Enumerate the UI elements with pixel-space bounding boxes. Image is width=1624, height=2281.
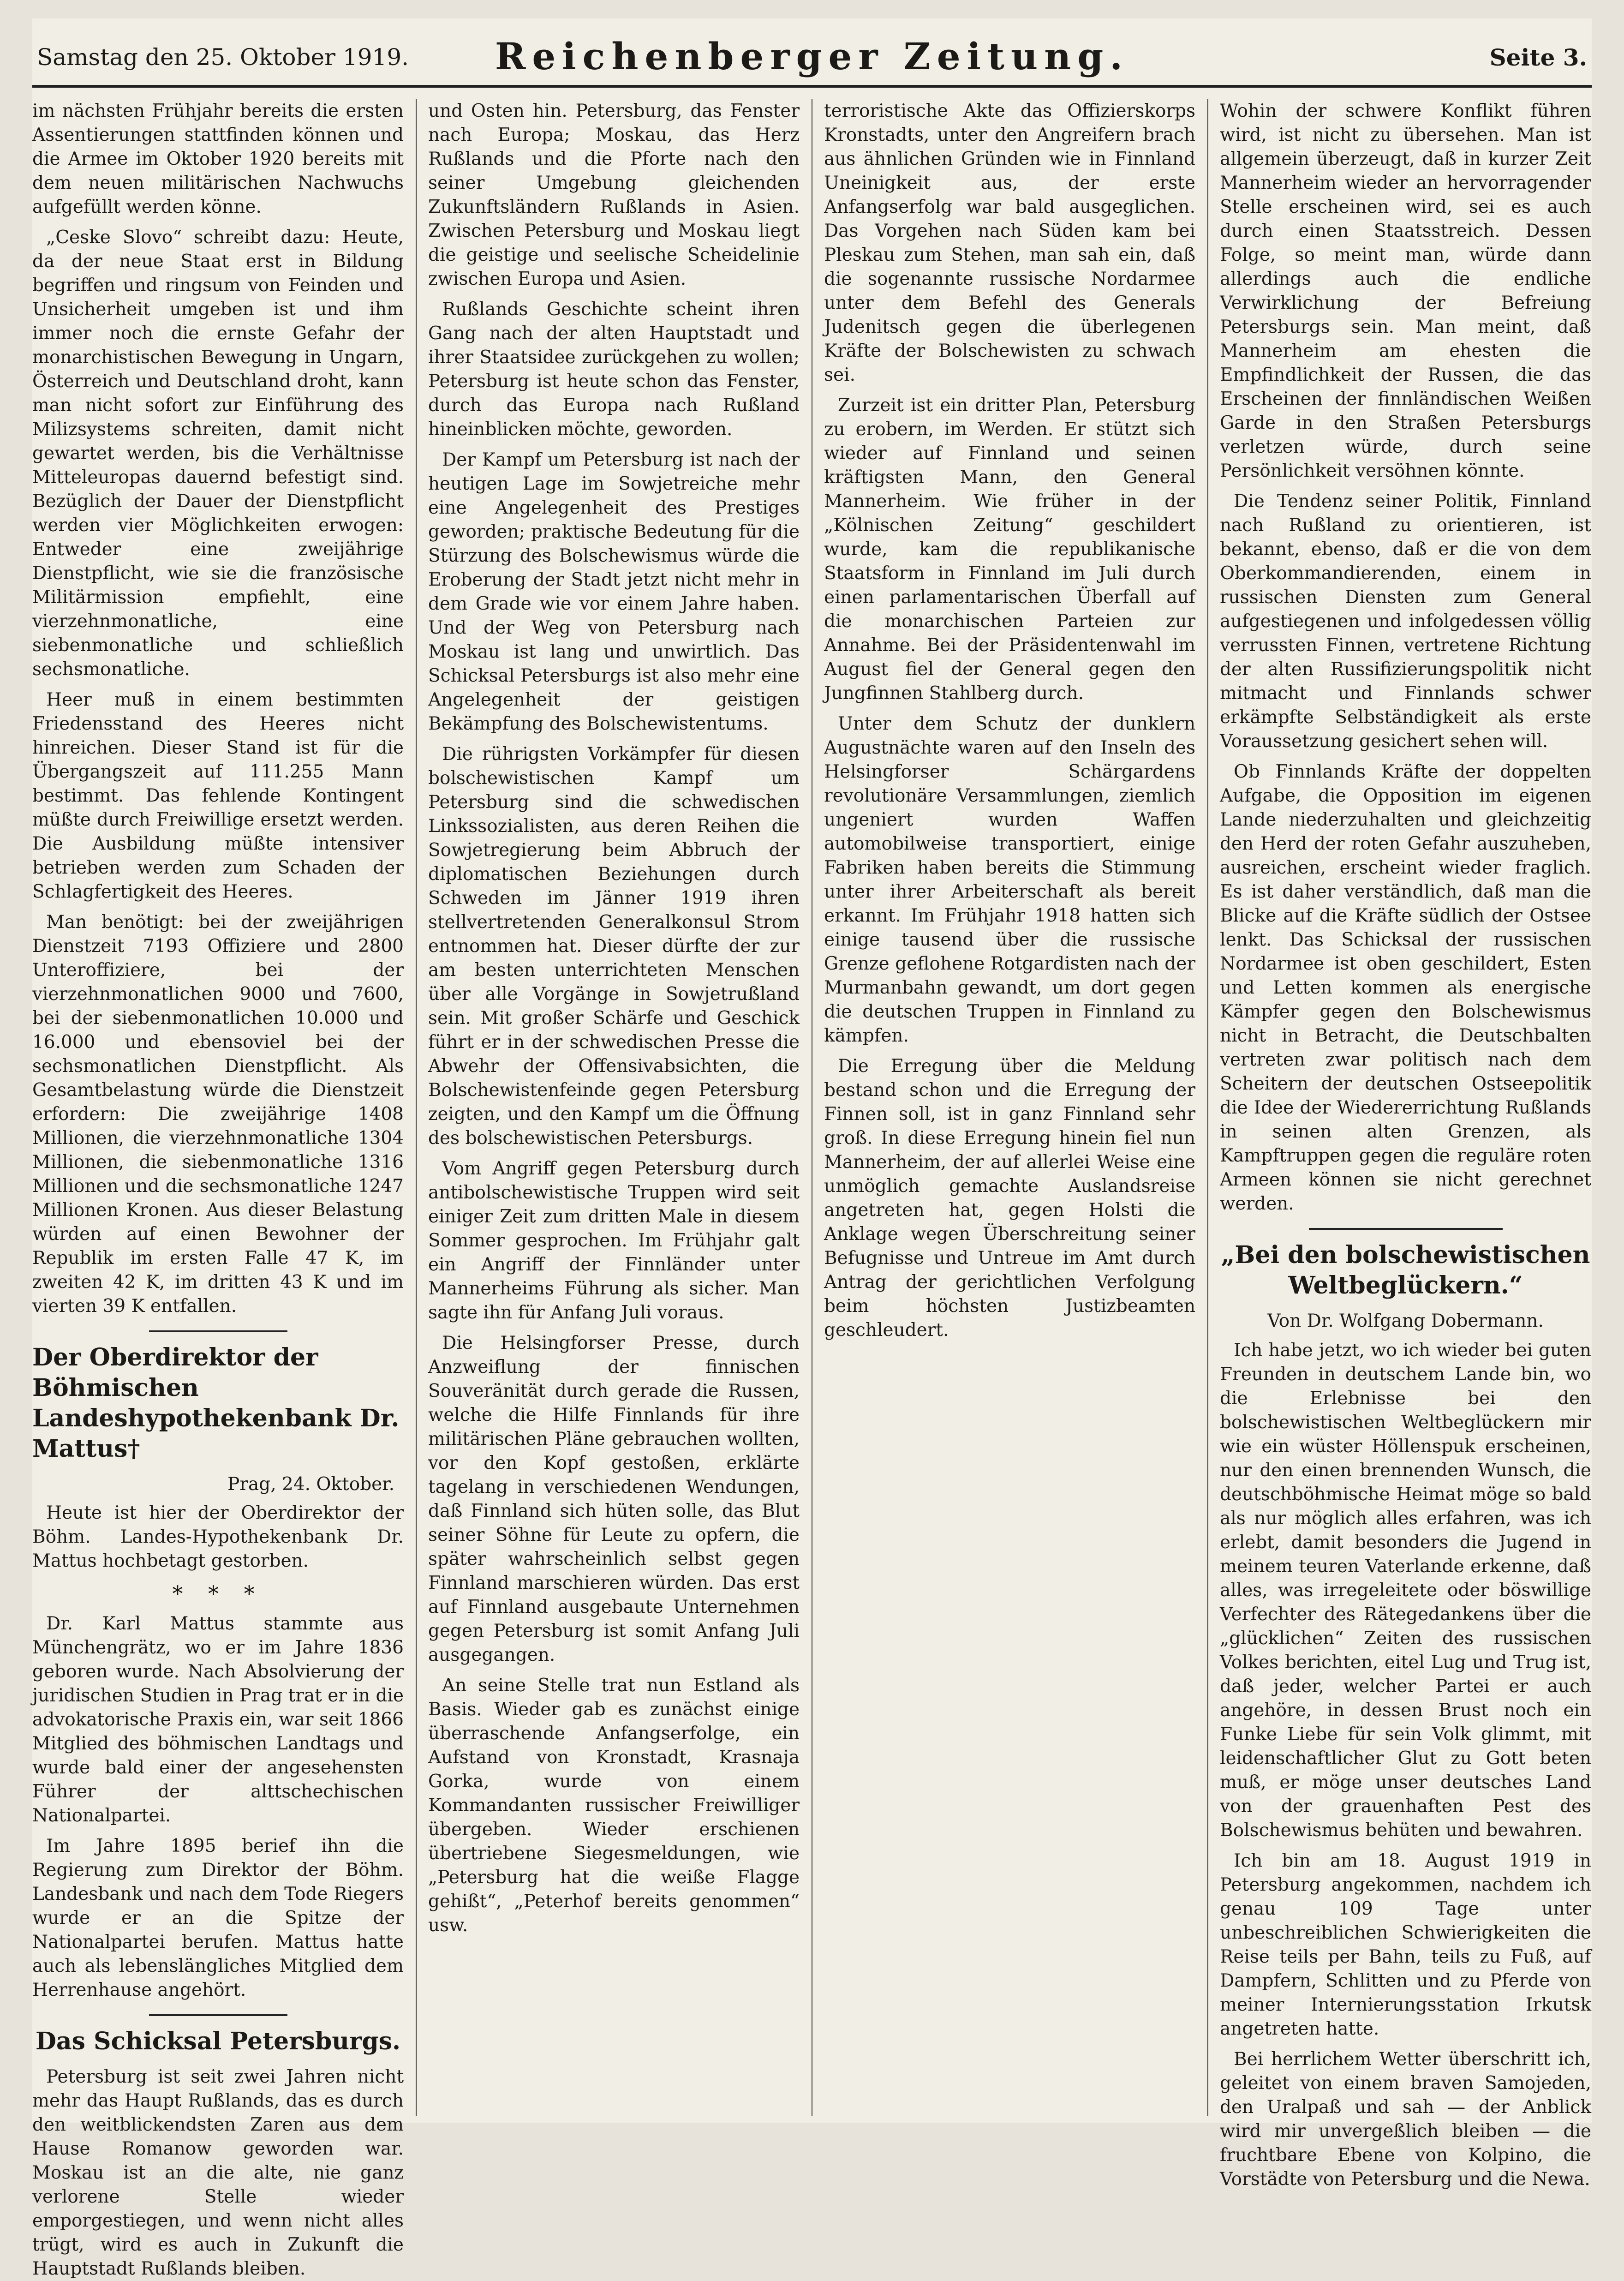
article-separator [149,1330,287,1332]
article-paragraph: Die Tendenz seiner Politik, Finnland nach Rußland zu orientieren, ist bekannt, ebenso, daß er die von dem Oberkommandierenden, einem in russischen Diensten zum General aufgestiegenen und infolgedessen völlig verrussten Finnen, vertretene Richtung der alten Russifizierungspolitik nicht mitmacht und Finnlands schwer erkämpfte Selbständigkeit als erste Voraussetzung gesichert sehen will. [1220,491,1591,752]
article-separator [1309,1228,1503,1230]
newspaper-page [32,18,1592,2279]
article-paragraph: Die Helsingforser Presse, durch Anzweiflung der finnischen Souveränität durch gerade die Russen, welche die Hilfe Finnlands für ihre militärischen Pläne gebrauchen wollten, vor den Kopf gestoßen, erklärte tagelang in verschiedenen Wendungen, daß Finnland sich hüten solle, das Blut seiner Söhne für Leute zu opfern, die später wahrscheinlich selbst gegen Finnland marschieren würden. Das erst auf Finnland ausgebaute Unternehmen gegen Petersburg ist somit Anfang Juli ausgegangen. [428,1333,800,1665]
article-separator [149,2014,287,2016]
article-paragraph: Unter dem Schutz der dunklern Augustnächte waren auf den Inseln des Helsingforser Schärgardens revolutionäre Versammlungen, ziemlich ungeniert wurden Waffen automobilweise transportiert, einige Fabriken haben bereits die Stimmung unter ihrer Arbeiterschaft als bereit erkannt. Im Frühjahr 1918 hatten sich einige tausend über die russische Grenze geflohene Rotgardisten nach der Murmanbahn gewandt, um dort gegen die deutschen Truppen in Finnland zu kämpfen. [824,713,1195,1046]
article-paragraph: Die Erregung über die Meldung bestand schon und die Erregung der Finnen soll, ist in ganz Finnland sehr groß. In diese Erregung hinein fiel nun Mannerheim, der auf allerlei Weise eine unmöglich gemachte Auslandsreise angetreten hat, gegen Holsti die Anklage wegen Überschreitung seiner Befugnisse und Untreue im Amt durch Antrag der gerichtlichen Verfolgung beim höchsten Justizbeamten geschleudert. [824,1056,1195,1341]
article-paragraph: Die rührigsten Vorkämpfer für diesen bolschewistischen Kampf um Petersburg sind die schwedischen Linkssozialisten, aus deren Reihen die Sowjetregierung beim Abbruch der diplomatischen Beziehungen durch Schweden im Jänner 1919 ihren stellvertretenden Generalkonsul Strom entnommen hat. Dieser dürfte der zur am besten unterrichteten Menschen über alle Vorgänge in Sowjetrußland sein. Mit großer Schärfe und Geschick führt er in der schwedischen Presse die Abwehr der Offensivabsichten, die Bolschewistenfeinde gegen Petersburg zeigten, und den Kampf um die Öffnung des bolschewistischen Petersburgs. [428,744,800,1149]
article-paragraph: Der Kampf um Petersburg ist nach der heutigen Lage im Sowjetreiche mehr eine Angelegenheit des Prestiges geworden; praktische Bedeutung für die Stürzung des Bolschewismus würde die Eroberung der Stadt jetzt nicht mehr in dem Grade wie vor einem Jahre haben. Und der Weg von Petersburg nach Moskau ist lang und unwirtlich. Das Schicksal Petersburgs ist also mehr eine Angelegenheit der geistigen Bekämpfung des Bolschewistentums. [428,449,800,734]
newspaper-title: Reichenberger Zeitung. [495,35,1129,78]
article-paragraph: Ich bin am 18. August 1919 in Petersburg angekommen, nachdem ich genau 109 Tage unter unbeschreiblichen Schwierigkeiten die Reise teils per Bahn, teils zu Fuß, auf Dampfern, Schlitten und zu Pferde von meiner Internierungsstation Irkutsk angetreten hatte. [1220,1850,1591,2039]
article-paragraph: Bei herrlichem Wetter überschritt ich, geleitet von einem braven Samojeden, den Uralpaß und sah — der Anblick wird mir unvergeßlich bleiben — die fruchtbare Ebene von Kolpino, die Vorstädte von Petersburg und die Newa. [1220,2049,1591,2190]
article-paragraph: terroristische Akte das Offizierskorps Kronstadts, unter den Angreifern brach aus ähnlichen Gründen wie in Finnland Uneinigkeit aus, der erste Anfangserfolg war bald ausgeglichen. Das Vorgehen nach Süden kam bei Pleskau zum Stehen, man sah ein, daß die sogenannte russische Nordarmee unter dem Befehl des Generals Judenitsch gegen die überlegenen Kräfte der Bolschewisten zu schwach sei. [824,101,1195,385]
column-3 [824,99,1195,2116]
article-paragraph: Dr. Karl Mattus stammte aus Münchengrätz, wo er im Jahre 1836 geboren wurde. Nach Absolvierung der juridischen Studien in Prag trat er in die advokatorische Praxis ein, war seit 1866 Mitglied des böhmischen Landtags und wurde bald einer der angesehensten Führer der alttschechischen Nationalpartei. [32,1613,404,1826]
asterisk-divider: * * * [172,1581,264,1606]
column-2 [428,99,800,2116]
article-paragraph: im nächsten Frühjahr bereits die ersten Assentierungen stattfinden können und die Armee im Oktober 1920 bereits mit dem neuen militärischen Nachwuchs aufgefüllt werden könne. [32,101,404,217]
article-paragraph: Heute ist hier der Oberdirektor der Böhm. Landes-Hypothekenbank Dr. Mattus hochbetagt gestorben. [32,1503,404,1571]
article-paragraph: Man benötigt: bei der zweijährigen Dienstzeit 7193 Offiziere und 2800 Unteroffiziere, bei der vierzehnmonatlichen 9000 und 7600, bei der siebenmonatlichen 10.000 und 16.000 und ebensoviel bei der sechsmonatlichen Dienstpflicht. Als Gesamtbelastung würde die Dienstzeit erfordern: Die zweijährige 1408 Millionen, die vierzehnmonatliche 1304 Millionen, die siebenmonatliche 1316 Millionen und die sechsmonatliche 1247 Millionen Kronen. Aus dieser Belastung würden auf einen Bewohner der Republik im ersten Falle 47 K, im zweiten 42 K, im dritten 43 K und im vierten 39 K entfallen. [32,912,404,1317]
issue-date: Samstag den 25. Oktober 1919. [37,44,409,71]
byline: Von Dr. Wolfgang Dobermann. [1267,1311,1544,1331]
dateline: Prag, 24. Oktober. [227,1474,394,1495]
article-paragraph: Petersburg ist seit zwei Jahren nicht mehr das Haupt Rußlands, das es durch den weitblickendsten Zaren aus dem Hause Romanow geworden war. Moskau ist an die alte, nie ganz verlorene Stelle wieder emporgestiegen, und wenn nicht alles trügt, wird es auch in Zukunft die Hauptstadt Rußlands bleiben. [32,2066,404,2279]
article-paragraph: Vom Angriff gegen Petersburg durch antibolschewistische Truppen wird seit einiger Zeit zum dritten Male in diesem Sommer gesprochen. Im Frühjahr galt ein Angriff der Finnländer unter Mannerheims Führung als sicher. Man sagte ihn für Anfang Juli voraus. [428,1158,800,1323]
article-paragraph: Ob Finnlands Kräfte der doppelten Aufgabe, die Opposition im eigenen Lande niederzuhalten und gleichzeitig den Herd der roten Gefahr auszuheben, ausreichen, erscheint wieder fraglich. Es ist daher verständlich, daß man die Blicke auf die Kräfte südlich der Ostsee lenkt. Das Schicksal der russischen Nordarmee ist oben geschildert, Esten und Letten kommen als energische Kämpfer gegen den Bolschewismus nicht in Betracht, die Deutschbalten vertreten zwar politisch nach dem Scheitern der deutschen Ostseepolitik die Idee der Wiedererrichtung Rußlands in seinen alten Grenzen, als Kampftruppen gegen die reguläre roten Armeen können sie nicht gerechnet werden. [1220,761,1591,1214]
masthead [32,18,1592,88]
column-rule [416,99,417,2116]
article-paragraph: Im Jahre 1895 berief ihn die Regierung zum Direktor der Böhm. Landesbank und nach dem Tode Riegers wurde er an die Spitze der Nationalpartei berufen. Mattus hatte auch als lebenslängliches Mitglied dem Herrenhause angehört. [32,1836,404,2000]
column-rule [1207,99,1208,2116]
article-paragraph: An seine Stelle trat nun Estland als Basis. Wieder gab es zunächst einige überraschende Anfangserfolge, ein Aufstand von Kronstadt, Krasnaja Gorka, wurde von einem Kommandanten russischer Freiwilliger übergeben. Wieder erschienen übertriebene Siegesmeldungen, wie „Petersburg hat die weiße Flagge gehißt“, „Peterhof bereits genommen“ usw. [428,1675,800,1936]
article-paragraph: und Osten hin. Petersburg, das Fenster nach Europa; Moskau, das Herz Rußlands und die Pforte nach den seiner Umgebung gleichenden Zukunftsländern Rußlands in Asien. Zwischen Petersburg und Moskau liegt die geistige und seelische Scheidelinie zwischen Europa und Asien. [428,101,800,289]
article-paragraph: Zurzeit ist ein dritter Plan, Petersburg zu erobern, im Werden. Er stützt sich wieder auf Finnland und seinen kräftigsten Mann, den General Mannerheim. Wie früher in der „Kölnischen Zeitung“ geschildert wurde, kam die republikanische Staatsform in Finnland im Juli durch einen parlamentarischen Überfall auf die monarchischen Parteien zur Annahme. Bei der Präsidentenwahl im August fiel der General gegen den Jungfinnen Stahlberg durch. [824,395,1195,704]
article-paragraph: „Ceske Slovo“ schreibt dazu: Heute, da der neue Staat erst in Bildung begriffen und ringsum von Feinden und Unsicherheit umgeben ist und ihm immer noch die ernste Gefahr der monarchistischen Bewegung in Ungarn, Österreich und Deutschland droht, kann man nicht sofort zur Einführung des Milizsystems schreiten, damit nicht gewartet werden, bis die Verhältnisse Mitteleuropas dauernd befestigt sind. Bezüglich der Dauer der Dienstpflicht werden vier Möglichkeiten erwogen: Entweder eine zweijährige Dienstpflicht, wie sie die französische Militärmission empfiehlt, eine vierzehnmonatliche, eine siebenmonatliche und schließlich sechsmonatliche. [32,227,404,680]
headline-petersburg: Das Schicksal Petersburgs. [35,2027,401,2055]
column-4 [1220,99,1591,2190]
page-number: Seite 3. [1489,44,1587,71]
headline-weltbeglucker: „Bei den bolschewistischen Weltbeglückern.“ [1221,1241,1590,1299]
article-paragraph: Heer muß in einem bestimmten Friedensstand des Heeres nicht hinreichen. Dieser Stand ist für die Übergangszeit auf 111.255 Mann bestimmt. Das fehlende Kontingent müßte durch Freiwillige ersetzt werden. Die Ausbildung müßte intensiver betrieben werden zum Schaden der Schlagfertigkeit des Heeres. [32,689,404,902]
headline-mattus: Der Oberdirektor der Böhmischen Landeshypothekenbank Dr. Mattus† [32,1343,400,1463]
column-1 [32,99,404,2279]
article-paragraph: Wohin der schwere Konflikt führen wird, ist nicht zu übersehen. Man ist allgemein überzeugt, daß in kurzer Zeit Mannerheim wieder an hervorragender Stelle erscheinen wird, sei es auch durch einen Staatsstreich. Dessen Folge, so meint man, würde dann allerdings auch die endliche Verwirklichung der Befreiung Petersburgs sein. Man meint, daß Mannerheim am ehesten die Empfindlichkeit der Russen, die das Erscheinen der finnländischen Weißen Garde in den Straßen Petersburgs verletzen würde, durch seine Persönlichkeit versöhnen könnte. [1220,101,1591,481]
article-paragraph: Rußlands Geschichte scheint ihren Gang nach der alten Hauptstadt und ihrer Staatsidee zurückgehen zu wollen; Petersburg ist heute schon das Fenster, durch das Europa nach Rußland hineinblicken möchte, geworden. [428,299,800,440]
article-paragraph: Ich habe jetzt, wo ich wieder bei guten Freunden in deutschem Lande bin, wo die Erlebnisse bei den bolschewistischen Weltbeglückern mir wie ein wüster Höllenspuk erscheinen, nur den einen brennenden Wunsch, die deutschböhmische Heimat möge so bald als nur möglich alles erfahren, was ich erlebt, damit besonders die Jugend in meinem teuren Vaterlande erkenne, daß alles, was irregeleitete oder böswillige Verfechter des Rätegedankens über die „glücklichen“ Zeiten des russischen Volkes berichten, eitel Lug und Trug ist, daß jeder, welcher Partei er auch angehöre, in dessen Brust noch ein Funke Liebe für sein Volk glimmt, mit leidenschaftlicher Glut zu Gott beten muß, er möge unser deutsches Land von der grauenhaften Pest des Bolschewismus behüten und bewahren. [1220,1340,1591,1841]
